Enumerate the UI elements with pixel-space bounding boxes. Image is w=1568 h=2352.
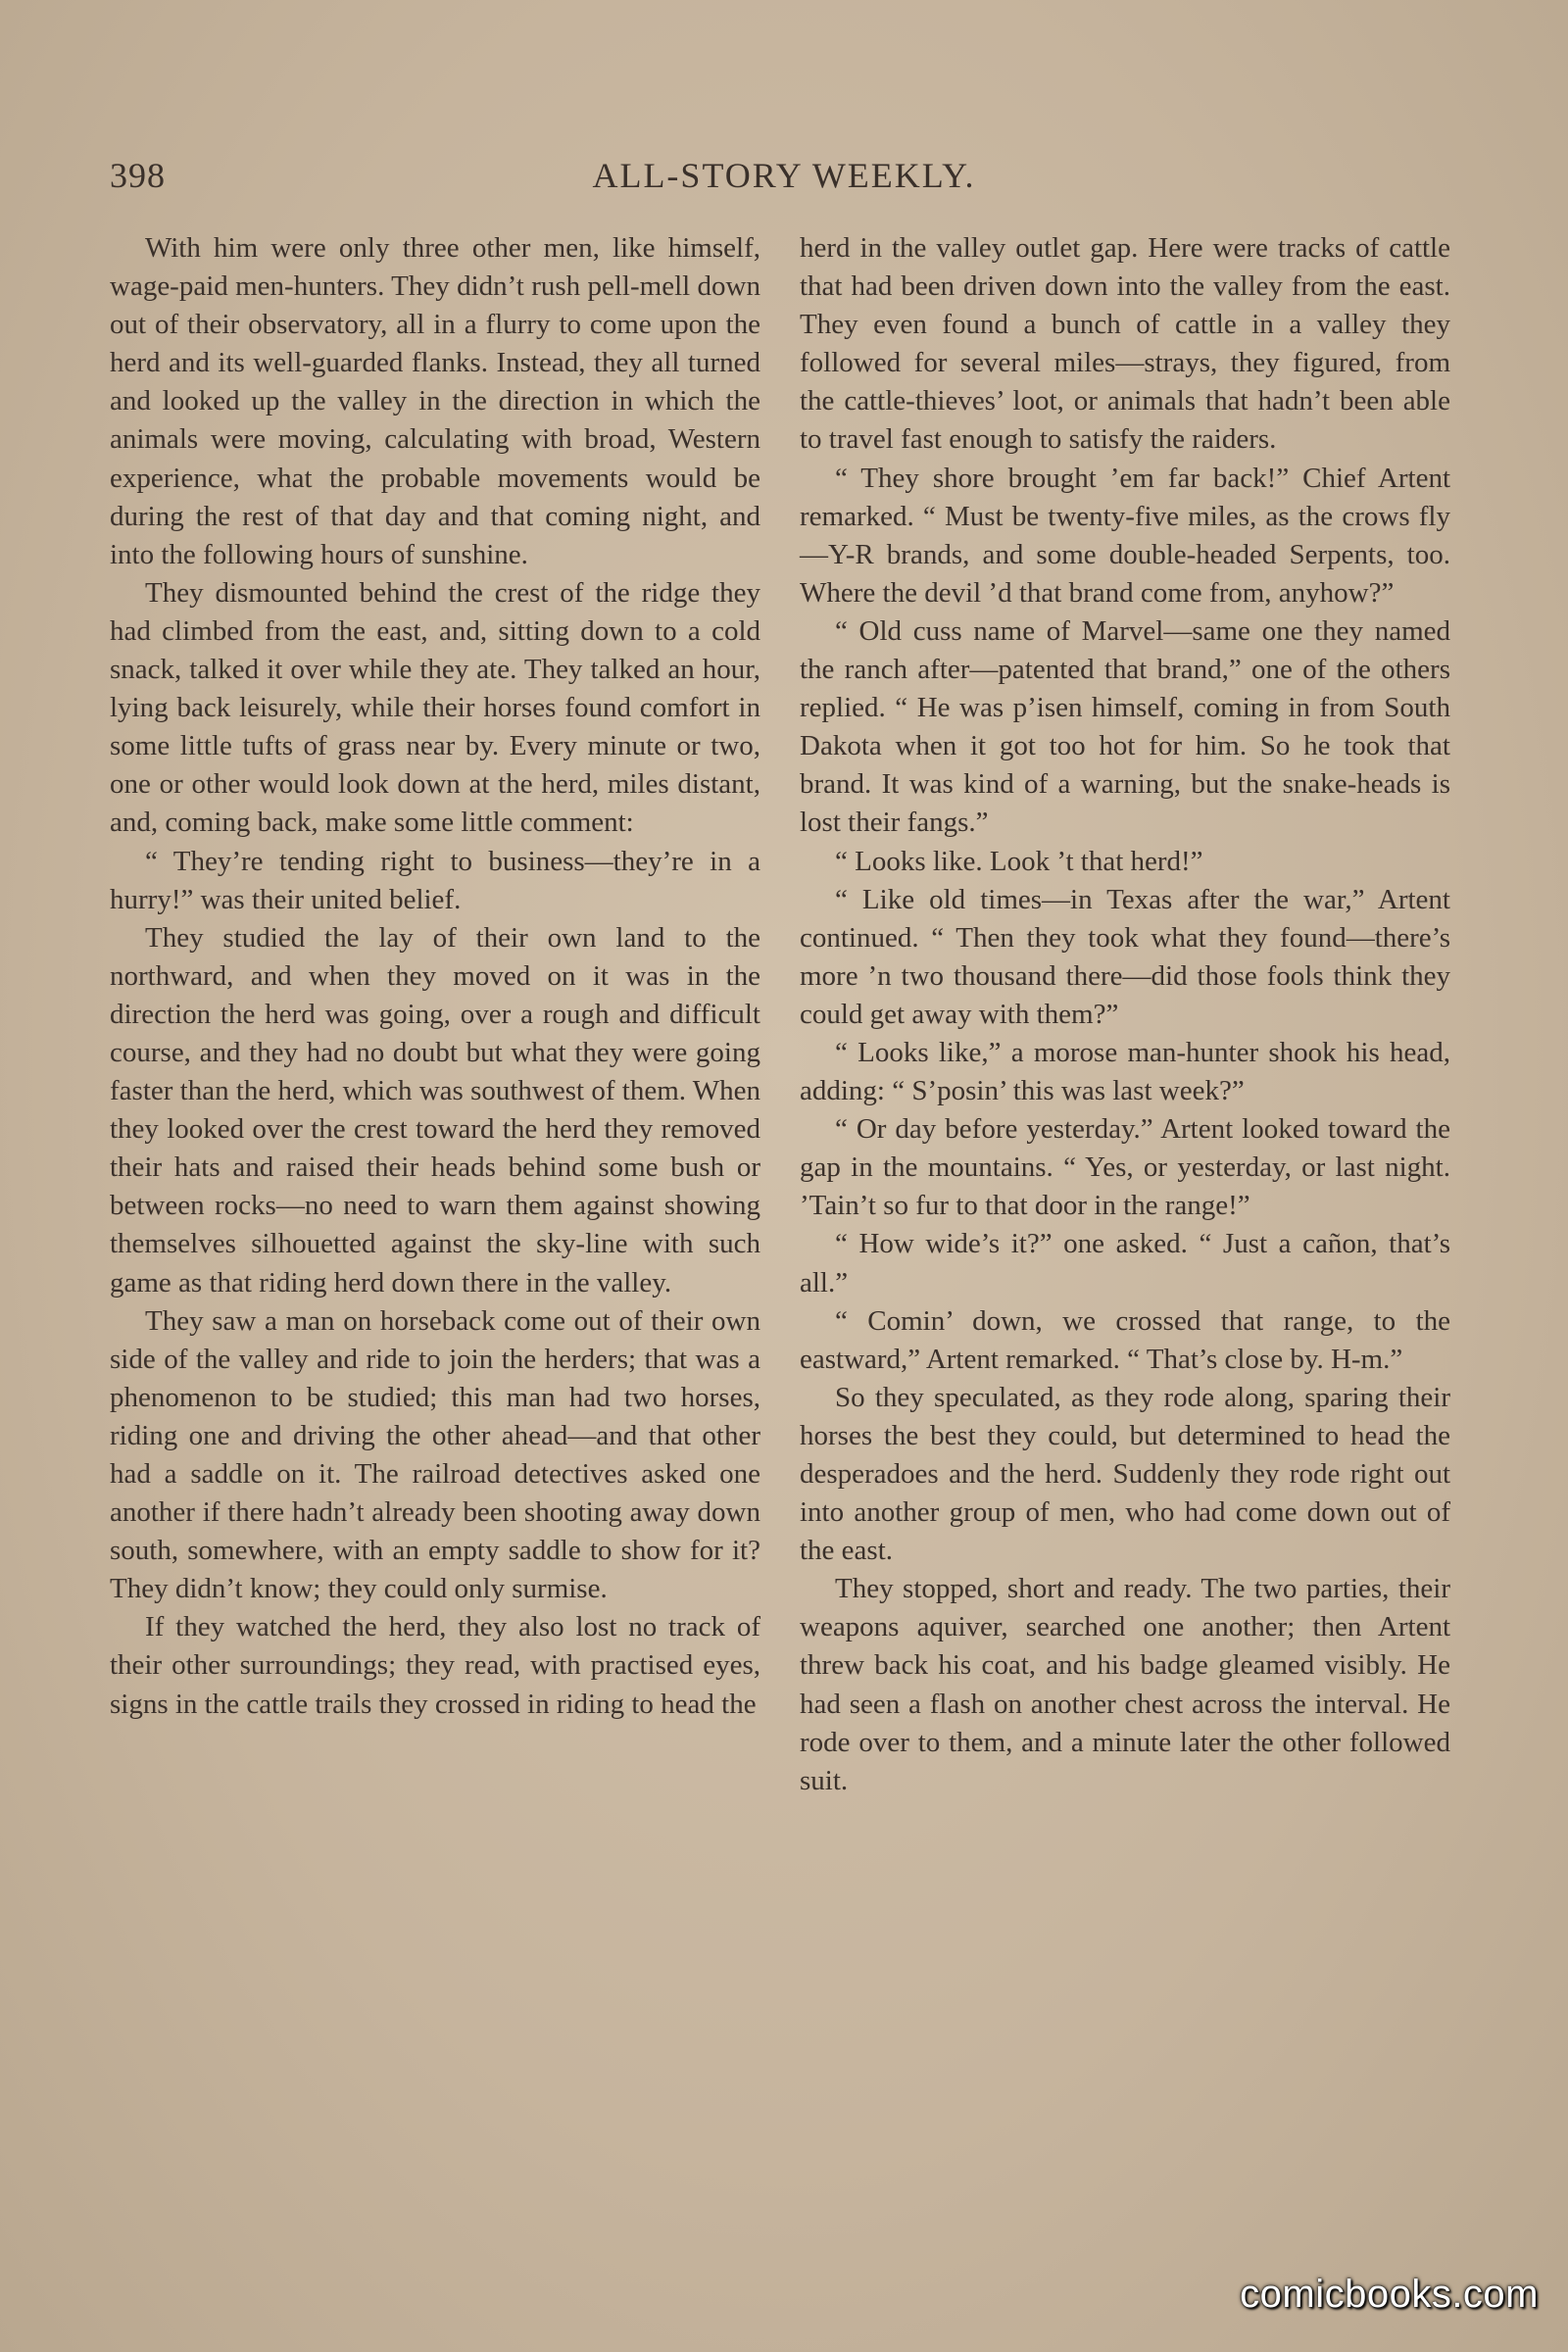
paragraph: With him were only three other men, like himself, wage-paid men-hunters. They didn’t rush pell-mell down out of their observatory, all in a flurry to come upon the herd and its well-guarded flanks. Instead, they all turned and looked up the valley in the direction in which the animals were moving, calculating with broad, Western experience, what the probable movements would be during the rest of that day and that coming night, and into the following hours of sunshine. (110, 232, 760, 570)
paragraph: “ Or day before yesterday.” Artent looked toward the gap in the mountains. “ Yes, or yesterday, or last night. ’Tain’t so fur to that door in the range!” (800, 1113, 1450, 1222)
paragraph: “ How wide’s it?” one asked. “ Just a cañon, that’s all.” (800, 1228, 1450, 1298)
paragraph: “ Old cuss name of Marvel—same one they named the ranch after—patented that brand,” one of the others replied. “ He was p’isen himself, coming in from South Dakota when it got too hot for him. So he took that brand. It was kind of a warning, but the snake-heads is lost their fangs.” (800, 614, 1450, 839)
paragraph: So they speculated, as they rode along, sparing their horses the best they could, but determined to head the desperadoes and the herd. Suddenly they rode right out into another group of men, who had come down out of the east. (800, 1381, 1450, 1567)
paragraph: If they watched the herd, they also lost no track of their other surroundings; they read, with practised eyes, signs in the cattle trails they crossed in riding to head the (110, 1611, 760, 1720)
page-number: 398 (110, 156, 166, 195)
right-column (800, 229, 1450, 1800)
left-column (110, 229, 760, 1724)
paragraph: They stopped, short and ready. The two parties, their weapons aquiver, searched one another; then Artent threw back his coat, and his badge gleamed visibly. He had seen a flash on another chest across the interval. He rode over to them, and a minute later the other followed suit. (800, 1573, 1450, 1796)
running-head: ALL-STORY WEEKLY. (592, 156, 976, 195)
paragraph: They saw a man on horseback come out of their own side of the valley and ride to join the herders; that was a phenomenon to be studied; this man had two horses, riding one and driving the other ahead—and that other had a saddle on it. The railroad detectives asked one another if there hadn’t already been shooting away down south, somewhere, with an empty saddle to show for it? They didn’t know; they could only surmise. (110, 1304, 760, 1605)
paragraph: “ Comin’ down, we crossed that range, to the eastward,” Artent remarked. “ That’s close by. H-m.” (800, 1304, 1450, 1375)
paragraph: “ Looks like. Look ’t that herd!” (835, 845, 1203, 877)
paragraph-continued: herd in the valley outlet gap. Here were tracks of cattle that had been driven down into the valley from the east. They even found a bunch of cattle in a valley they followed for several miles—strays, they figured, from the cattle-thieves’ loot, or animals that hadn’t been able to travel fast enough to satisfy the raiders. (800, 232, 1450, 456)
paragraph: “ Like old times—in Texas after the war,” Artent continued. “ Then they took what they found—there’s more ’n two thousand there—did those fools think they could get away with them?” (800, 883, 1450, 1030)
paragraph: They studied the lay of their own land to the northward, and when they moved on it was in the direction the herd was going, over a rough and difficult course, and they had no doubt but what they were going faster than the herd, which was southwest of them. When they looked over the crest toward the herd they removed their hats and raised their heads behind some bush or between rocks—no need to warn them against showing themselves silhouetted against the sky-line with such game as that riding herd down there in the valley. (110, 921, 760, 1298)
source-watermark: comicbooks.com (1240, 2273, 1539, 2316)
paragraph: “ They shore brought ’em far back!” Chief Artent remarked. “ Must be twenty-five miles, as the crows fly—Y-R brands, and some double-headed Serpents, too. Where the devil ’d that brand come from, anyhow?” (800, 462, 1450, 609)
paragraph: “ Looks like,” a morose man-hunter shook his head, adding: “ S’posin’ this was last week?” (800, 1036, 1450, 1107)
paragraph: “ They’re tending right to business—they’re in a hurry!” was their united belief. (110, 845, 760, 915)
paragraph: They dismounted behind the crest of the ridge they had climbed from the east, and, sitting down to a cold snack, talked it over while they ate. They talked an hour, lying back leisurely, while their horses found comfort in some little tufts of grass near by. Every minute or two, one or other would look down at the herd, miles distant, and, coming back, make some little comment: (110, 576, 760, 839)
